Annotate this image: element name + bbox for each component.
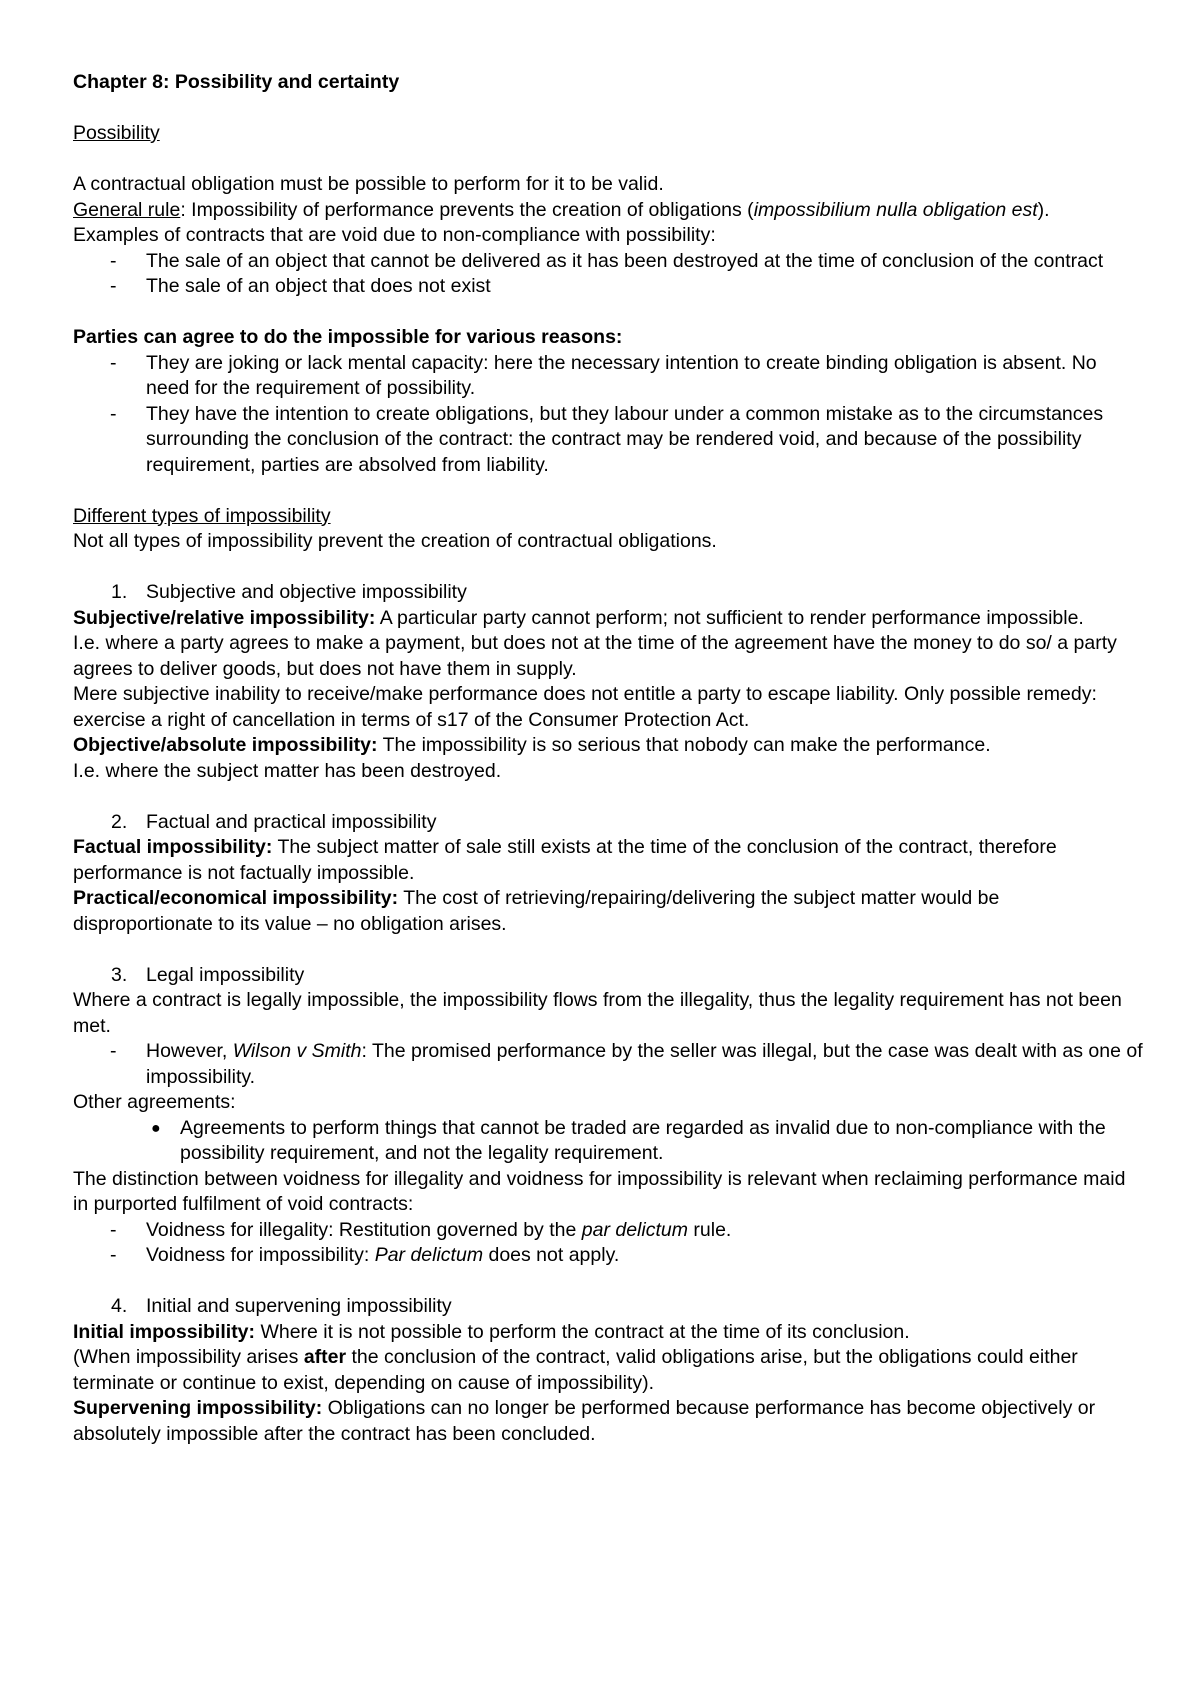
possibility-intro: A contractual obligation must be possible to perform for it to be valid. [73,173,664,195]
types-heading: Different types of impossibility [73,504,331,527]
section-3-title: 3. Legal impossibility [111,963,305,986]
list-item: - Voidness for illegality: Restitution governed by the par delictum rule. [110,1218,732,1241]
section-1-title: 1. Subjective and objective impossibility [111,581,467,603]
examples-intro: Examples of contracts that are void due to non-compliance with possibility: [73,224,716,246]
list-item: - Voidness for impossibility: Par delictum does not apply. [110,1244,620,1266]
list-item: ● Agreements to perform things that cannot be traded are regarded as invalid due to non-compliance with the possibility requirement, and not the legality requirement. [151,1116,1106,1164]
document-page [73,70,1143,1447]
general-rule: General rule: Impossibility of performance prevents the creation of obligations (impossibilium nulla obligation est). [73,198,1050,221]
subjective-definition: Subjective/relative impossibility: A particular party cannot perform; not sufficient to render performance impossible. [73,606,1084,629]
initial-note: (When impossibility arises after the conclusion of the contract, valid obligations arise, but the obligations could either terminate or continue to exist, depending on cause of impossibility). [73,1346,1078,1394]
agree-heading: Parties can agree to do the impossible for various reasons: [73,326,623,348]
page-title: Chapter 8: Possibility and certainty [73,71,400,93]
list-item: - However, Wilson v Smith: The promised performance by the seller was illegal, but the case was dealt with as one of impossibility. [110,1040,1143,1088]
objective-definition: Objective/absolute impossibility: The impossibility is so serious that nobody can make the performance. [73,734,991,756]
section-2-title: 2. Factual and practical impossibility [111,810,437,833]
objective-example: I.e. where the subject matter has been destroyed. [73,759,502,782]
list-item: - They have the intention to create obligations, but they labour under a common mistake as to the circumstances surrounding the conclusion of the contract: the contract may be rendered void, and because of the possibility requirement, parties are absolved from liability. [110,402,1104,476]
types-intro: Not all types of impossibility prevent the creation of contractual obligations. [73,530,717,552]
possibility-heading: Possibility [73,122,160,144]
supervening-definition: Supervening impossibility: Obligations can no longer be performed because performance has become objectively or absolutely impossible after the contract has been concluded. [73,1397,1096,1445]
distinction: The distinction between voidness for illegality and voidness for impossibility is relevant when reclaiming performance maid in purported fulfilment of void contracts: [73,1167,1126,1215]
list-item: - They are joking or lack mental capacity: here the necessary intention to create binding obligation is absent. No need for the requirement of possibility. [110,351,1097,399]
list-item: - The sale of an object that cannot be delivered as it has been destroyed at the time of conclusion of the contract [110,249,1104,272]
practical-definition: Practical/economical impossibility: The cost of retrieving/repairing/delivering the subject matter would be disproportionate to its value – no obligation arises. [73,887,1000,935]
section-4-title: 4. Initial and supervening impossibility [111,1295,452,1317]
initial-definition: Initial impossibility: Where it is not possible to perform the contract at the time of its conclusion. [73,1320,910,1343]
factual-definition: Factual impossibility: The subject matter of sale still exists at the time of the conclusion of the contract, therefore performance is not factually impossible. [73,836,1057,884]
subjective-remedy: Mere subjective inability to receive/make performance does not entitle a party to escape liability. Only possible remedy: exercise a right of cancellation in terms of s17 of the Consumer Protection Act. [73,683,1097,731]
subjective-example: I.e. where a party agrees to make a payment, but does not at the time of the agreement have the money to do so/ a party agrees to deliver goods, but does not have them in supply. [73,632,1117,680]
other-agreements: Other agreements: [73,1091,236,1113]
legal-intro: Where a contract is legally impossible, the impossibility flows from the illegality, thus the legality requirement has not been met. [73,989,1122,1037]
list-item: - The sale of an object that does not exist [110,275,491,297]
